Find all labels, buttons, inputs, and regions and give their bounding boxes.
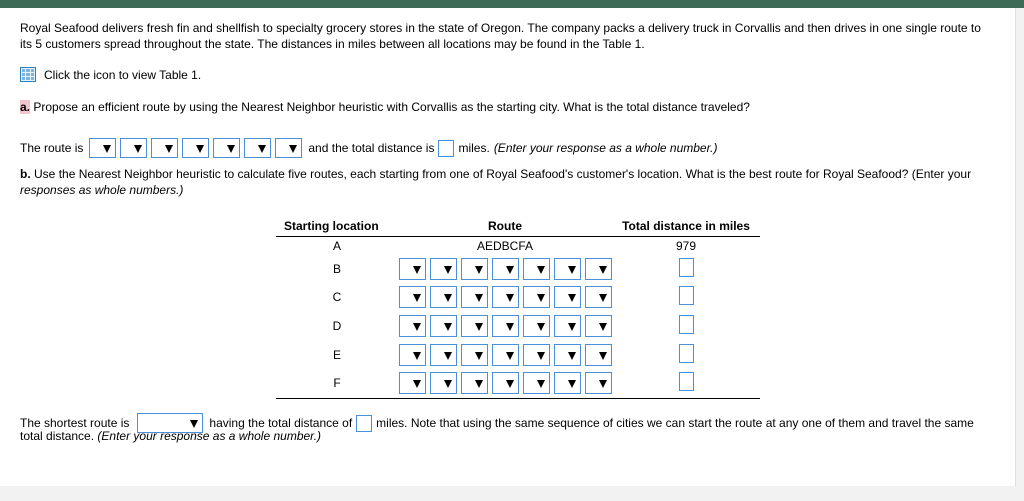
route-d-dropdown[interactable]	[523, 315, 550, 337]
start-a: A	[332, 238, 341, 253]
part-a-instruction: (Enter your response as a whole number.)	[493, 141, 718, 155]
route-prefix: The route is	[20, 141, 84, 155]
route-b-dropdown[interactable]	[492, 258, 519, 280]
total-distance-input[interactable]	[438, 140, 454, 157]
route-e-dropdown[interactable]	[430, 344, 457, 366]
distance-e-input[interactable]	[679, 344, 694, 363]
header-starting-location: Starting location	[276, 216, 398, 237]
top-accent-bar	[0, 0, 1024, 8]
miles-label: miles.	[458, 141, 490, 155]
route-f-dropdown[interactable]	[461, 372, 488, 394]
route-b-dropdown[interactable]	[399, 258, 426, 280]
route-c-dropdown[interactable]	[554, 286, 581, 308]
final-prefix: The shortest route is	[20, 416, 130, 430]
route-b-dropdown[interactable]	[461, 258, 488, 280]
intro-paragraph	[20, 20, 1010, 52]
route-e-dropdown[interactable]	[523, 344, 550, 366]
table-icon[interactable]	[20, 67, 36, 82]
route-d-dropdown[interactable]	[554, 315, 581, 337]
route-c-dropdown[interactable]	[492, 286, 519, 308]
route-d-dropdown[interactable]	[430, 315, 457, 337]
start-b: B	[332, 261, 341, 276]
part-b-question	[20, 166, 1010, 198]
route-e-dropdown[interactable]	[554, 344, 581, 366]
table-row	[276, 255, 760, 283]
final-line2-text: total distance.	[20, 429, 95, 443]
route-c-dropdowns	[398, 286, 612, 308]
start-c: C	[332, 289, 342, 304]
part-a-text: Propose an efficient route by using the Nearest Neighbor heuristic with Corvallis as the starting city. What is the total distance traveled?	[33, 100, 750, 114]
route-f-dropdown[interactable]	[585, 372, 612, 394]
route-e-dropdown[interactable]	[461, 344, 488, 366]
route-dropdown-4[interactable]	[182, 138, 209, 158]
part-a-answer-row	[20, 138, 717, 158]
route-c-dropdown[interactable]	[585, 286, 612, 308]
route-dropdown-1[interactable]	[89, 138, 116, 158]
route-b-dropdowns	[398, 258, 612, 280]
table-row	[276, 341, 760, 369]
final-instruction: (Enter your response as a whole number.)	[97, 429, 322, 443]
route-f-dropdown[interactable]	[430, 372, 457, 394]
route-c-dropdown[interactable]	[430, 286, 457, 308]
part-b-text-2: responses as whole numbers.)	[20, 183, 184, 197]
distance-a: 979	[675, 238, 697, 253]
route-e-dropdown[interactable]	[585, 344, 612, 366]
route-b-dropdown[interactable]	[523, 258, 550, 280]
question-panel	[0, 8, 1016, 486]
distance-prefix: and the total distance is	[308, 141, 435, 155]
route-d-dropdown[interactable]	[492, 315, 519, 337]
header-route: Route	[398, 216, 612, 237]
table-link-text[interactable]: Click the icon to view Table 1.	[44, 67, 202, 82]
route-d-dropdown[interactable]	[585, 315, 612, 337]
route-dropdown-3[interactable]	[151, 138, 178, 158]
table-row	[276, 311, 760, 341]
route-b-dropdown[interactable]	[585, 258, 612, 280]
route-f-dropdown[interactable]	[492, 372, 519, 394]
final-line-2	[20, 429, 321, 443]
bottom-strip	[0, 486, 1024, 501]
final-middle: having the total distance of	[209, 416, 353, 430]
route-dropdown-2[interactable]	[120, 138, 147, 158]
shortest-distance-input[interactable]	[356, 415, 372, 432]
route-a: AEDBCFA	[476, 238, 533, 253]
route-f-dropdown[interactable]	[554, 372, 581, 394]
table-row	[276, 369, 760, 399]
route-b-dropdown[interactable]	[554, 258, 581, 280]
route-d-dropdown[interactable]	[461, 315, 488, 337]
route-c-dropdown[interactable]	[461, 286, 488, 308]
start-d: D	[332, 318, 342, 333]
route-f-dropdown[interactable]	[523, 372, 550, 394]
intro-line-2: its 5 customers spread throughout the state. The distances in miles between all locations may be found in the Table 1.	[20, 37, 645, 51]
route-e-dropdowns	[398, 344, 612, 366]
table-row	[276, 283, 760, 311]
route-b-dropdown[interactable]	[430, 258, 457, 280]
part-b-text-1: Use the Nearest Neighbor heuristic to calculate five routes, each starting from one of Royal Seafood's customer's location. What is the best route for Royal Seafood? (Enter your	[34, 167, 972, 181]
distance-d-input[interactable]	[679, 315, 694, 334]
routes-table	[276, 216, 760, 399]
part-a-label: a.	[20, 100, 31, 114]
route-dropdown-7[interactable]	[275, 138, 302, 158]
route-f-dropdown[interactable]	[399, 372, 426, 394]
route-f-dropdowns	[398, 372, 612, 394]
distance-c-input[interactable]	[679, 286, 694, 305]
final-suffix: miles. Note that using the same sequence of cities we can start the route at any one of them and travel the same	[376, 416, 974, 430]
table-link-row[interactable]	[20, 67, 201, 82]
route-d-dropdowns	[398, 315, 612, 337]
distance-b-input[interactable]	[679, 258, 694, 277]
intro-line-1: Royal Seafood delivers fresh fin and shellfish to specialty grocery stores in the state of Oregon. The company packs a delivery truck in Corvallis and then drives in one single route to	[20, 21, 981, 35]
route-c-dropdown[interactable]	[523, 286, 550, 308]
route-d-dropdown[interactable]	[399, 315, 426, 337]
route-e-dropdown[interactable]	[399, 344, 426, 366]
distance-f-input[interactable]	[679, 372, 694, 391]
route-c-dropdown[interactable]	[399, 286, 426, 308]
table-row	[276, 237, 760, 255]
route-e-dropdown[interactable]	[492, 344, 519, 366]
route-dropdown-5[interactable]	[213, 138, 240, 158]
route-dropdown-6[interactable]	[244, 138, 271, 158]
start-f: F	[276, 369, 398, 399]
part-b-label: b.	[20, 167, 31, 181]
part-a-question	[20, 100, 750, 114]
header-total-distance: Total distance in miles	[612, 216, 760, 237]
start-e: E	[332, 347, 341, 362]
